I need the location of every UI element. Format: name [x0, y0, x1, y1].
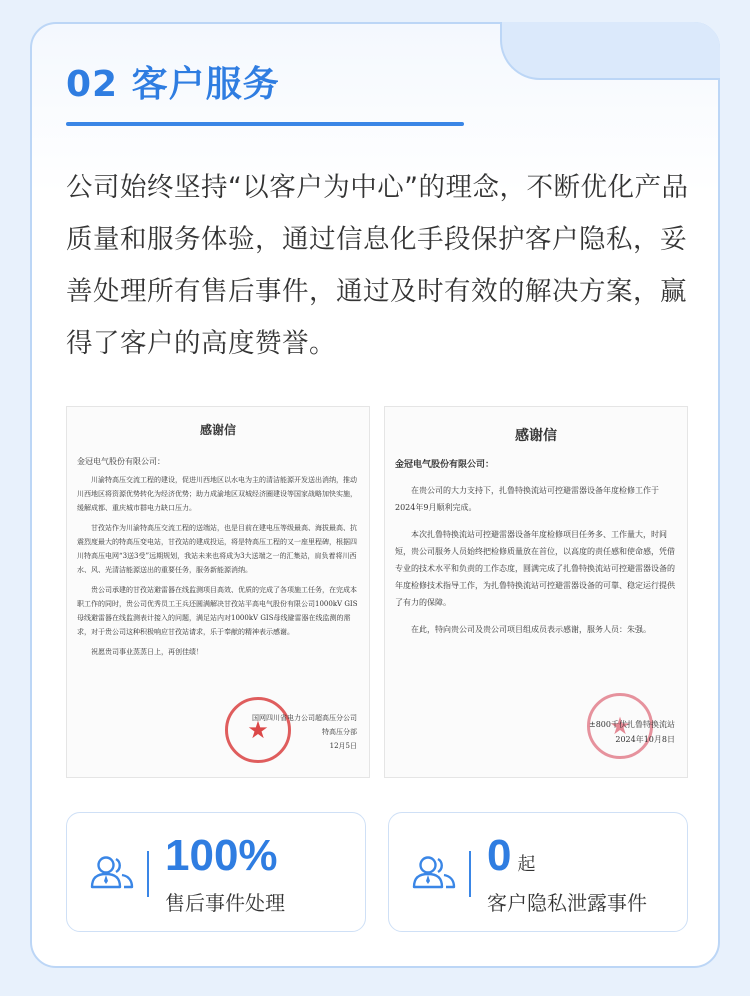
customer-service-card: [30, 22, 720, 968]
signature-org: 国网四川省电力公司超高压分公司: [252, 714, 357, 722]
letter-paragraph: 甘孜站作为川渝特高压交流工程的送端站，也是目前在建电压等级最高、海拔最高、抗震烈度最大的特高压变电站，甘孜站的建成投运，将是特高压工程的又一座里程碑，根据四川特高压电网“3送3受”远期规划，我站未来也将成为3大送端之一的汇集站，肩负着将川西水、风、光清洁能源送出的重要任务，服务新能源消纳。: [77, 524, 357, 574]
thank-you-letter-1: [66, 406, 370, 778]
stat-value: [165, 831, 278, 881]
stat-number: 0: [487, 831, 512, 880]
section-title: 02 客户服务: [66, 64, 280, 105]
stat-unit: 起: [517, 854, 536, 875]
letter-body: [385, 482, 687, 638]
stat-label: 售后事件处理: [165, 891, 285, 915]
card-tab-decoration: [500, 22, 720, 80]
letter-paragraph: 贵公司承建的甘孜站避雷器在线监测项目高效、优质的完成了各项施工任务，在完成本职工作的同时，贵公司优秀员工王兵还圆满解决甘孜站平高电气股份有限公司1000kV GIS母线避雷器在线监测表计接入的问题，满足站内对1000kV GIS母线避雷器在线监测的需求，对于贵公司这种积极响应甘孜站请求，乐于奉献的精神表示感谢。: [77, 586, 358, 636]
letter-signature: [589, 717, 675, 747]
stat-divider: [469, 851, 471, 897]
signature-date: 12月5日: [329, 742, 357, 750]
intro-paragraph: 公司始终坚持“以客户为中心”的理念，不断优化产品质量和服务体验，通过信息化手段保护客户隐私，妥善处理所有售后事件，通过及时有效的解决方案，赢得了客户的高度赞誉。: [66, 172, 689, 359]
stat-card-after-sales: [66, 812, 366, 932]
customers-icon: [411, 853, 457, 893]
stats-row: [66, 812, 688, 932]
title-underline: [66, 122, 464, 126]
thank-you-letters: [66, 406, 688, 778]
thank-you-letter-2: [384, 406, 688, 778]
stat-value: [487, 831, 535, 890]
stat-label: 客户隐私泄露事件: [487, 891, 647, 915]
signature-dept: 特高压分部: [322, 728, 357, 736]
letter-paragraph: 本次扎鲁特换流站可控避雷器设备年度检修项目任务多、工作量大，时间短，贵公司服务人员始终把检修质量放在首位，以高度的责任感和使命感，凭借专业的技术水平和负责的工作态度，圆满完成了扎鲁特换流站可控避雷器设备的年度检修技术指导工作，为扎鲁特换流站可控避雷器设备的可靠、稳定运行提供了有力的保障。: [395, 530, 675, 607]
stat-card-privacy-leaks: [388, 812, 688, 932]
letter-title: 感谢信: [515, 428, 557, 444]
customers-icon: [89, 853, 135, 893]
letter-paragraph: 在贵公司的大力支持下，扎鲁特换流站可控避雷器设备年度检修工作于2024年9月顺利完成。: [395, 486, 659, 512]
signature-date: 2024年10月8日: [615, 735, 675, 744]
letter-body: [67, 473, 369, 659]
stat-divider: [147, 851, 149, 897]
letter-salutation: 金冠电气股份有限公司：: [395, 460, 495, 470]
letter-paragraph: 在此，特向贵公司及贵公司项目组成员表示感谢，服务人员：朱强。: [411, 625, 651, 634]
letter-salutation: 金冠电气股份有限公司：: [77, 457, 165, 466]
stat-number: 100%: [165, 831, 278, 880]
letter-paragraph: 川渝特高压交流工程的建设，促进川西地区以水电为主的清洁能源开发送出消纳，推动川西地区将资源优势转化为经济优势；助力成渝地区双城经济圈建设等国家战略加快实施，缓解成都、重庆城市群电力缺口压力。: [77, 476, 357, 512]
signature-org: ±800千伏扎鲁特换流站: [589, 720, 675, 729]
letter-signature: [252, 711, 357, 753]
letter-title: 感谢信: [199, 423, 236, 437]
letter-paragraph: 祝愿贵司事业蒸蒸日上，再创佳绩！: [91, 648, 203, 656]
